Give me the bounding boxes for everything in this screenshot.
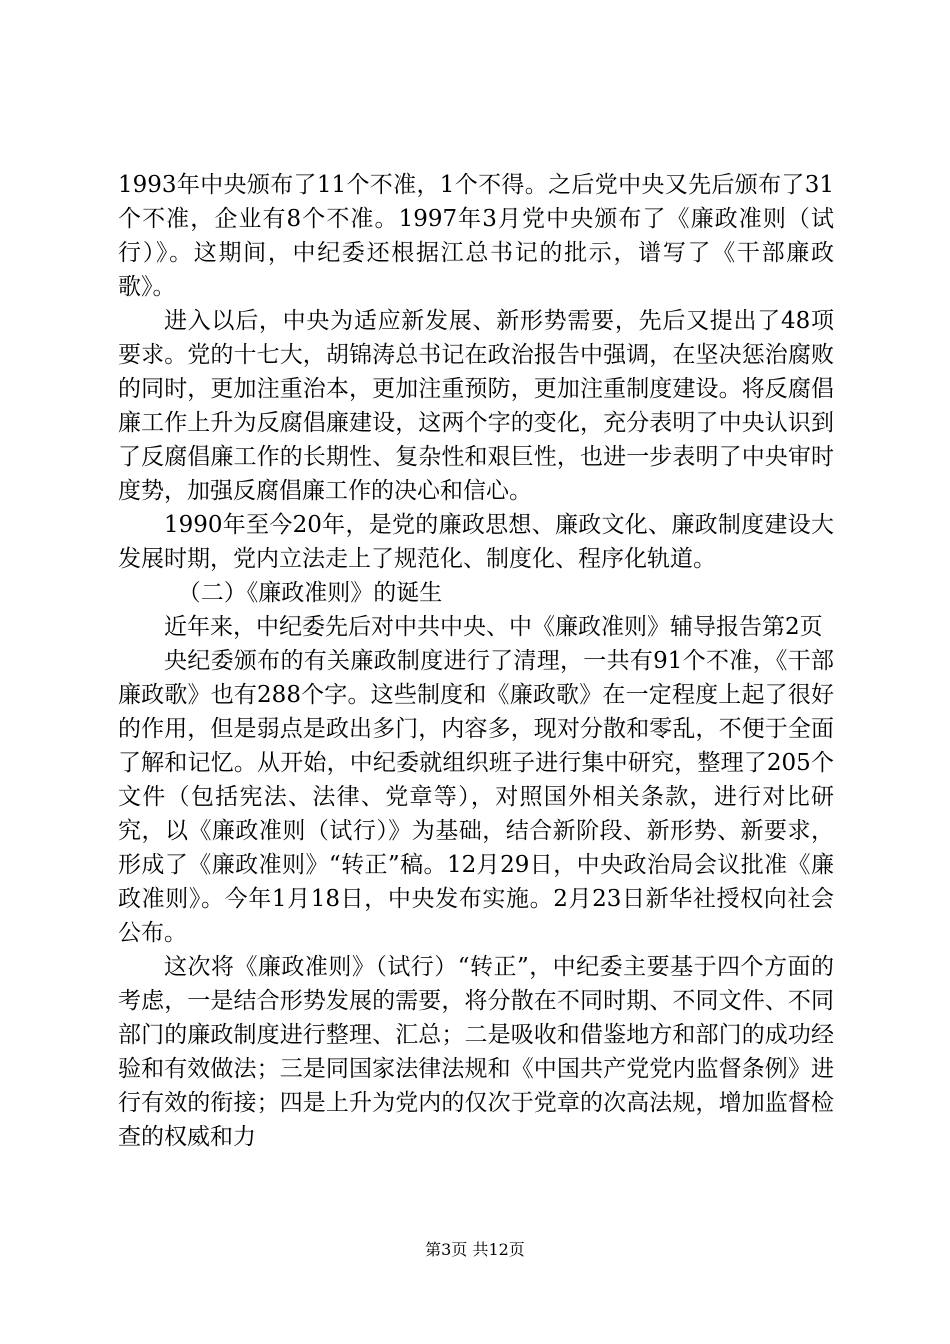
paragraph-recent-years: 近年来，中纪委先后对中共中央、中《廉政准则》辅导报告第2页 <box>164 614 823 640</box>
paragraph-new-era-requirements: 进入以后，中央为适应新发展、新形势需要，先后又提出了48项要求。党的十七大，胡锦涛总书记在政治报告中强调，在坚决惩治腐败的同时，更加注重治本，更加注重预防，更加注重制度建设。将反腐倡廉工作上升为反腐倡廉建设，这两个字的变化，充分表明了中央认识到了反腐倡廉工作的长期性、复杂性和艰巨性，也进一步表明了中央审时度势，加强反腐倡廉工作的决心和信心。 <box>118 308 834 504</box>
paragraph-regulation-cleanup: 央纪委颁布的有关廉政制度进行了清理，一共有91个不准，《干部廉政歌》也有288个字。这些制度和《廉政歌》在一定程度上起了很好的作用，但是弱点是政出多门，内容多，现对分散和零乱，不便于全面了解和记忆。从开始，中纪委就组织班子进行集中研究，整理了205个文件（包括宪法、法律、党章等），对照国外相关条款，进行对比研究，以《廉政准则（试行）》为基础，结合新阶段、新形势、新要求，形成了《廉政准则》“转正”稿。12月29日，中央政治局会议批准《廉政准则》。今年1月18日，中央发布实施。2月23日新华社授权向社会公布。 <box>118 648 834 946</box>
paragraph-1993-rules: 1993年中央颁布了11个不准，1个不得。之后党中央又先后颁布了31个不准，企业有8个不准。1997年3月党中央颁布了《廉政准则（试行）》。这期间，中纪委还根据江总书记的批示，谱写了《干部廉政歌》。 <box>118 172 834 300</box>
document-body <box>118 168 834 1154</box>
page-number-footer: 第3页 共12页 <box>425 1240 525 1259</box>
paragraph-four-considerations: 这次将《廉政准则》（试行）“转正”，中纪委主要基于四个方面的考虑，一是结合形势发展的需要，将分散在不同时期、不同文件、不同部门的廉政制度进行整理、汇总；二是吸收和借鉴地方和部门的成功经验和有效做法；三是同国家法律法规和《中国共产党党内监督条例》进行有效的衔接；四是上升为党内的仅次于党章的次高法规，增加监督检查的权威和力 <box>118 954 834 1150</box>
paragraph-1990-development: 1990年至今20年，是党的廉政思想、廉政文化、廉政制度建设大发展时期，党内立法走上了规范化、制度化、程序化轨道。 <box>118 512 834 572</box>
section-heading-birth-of-guidelines: （二）《廉政准则》的诞生 <box>177 580 443 606</box>
